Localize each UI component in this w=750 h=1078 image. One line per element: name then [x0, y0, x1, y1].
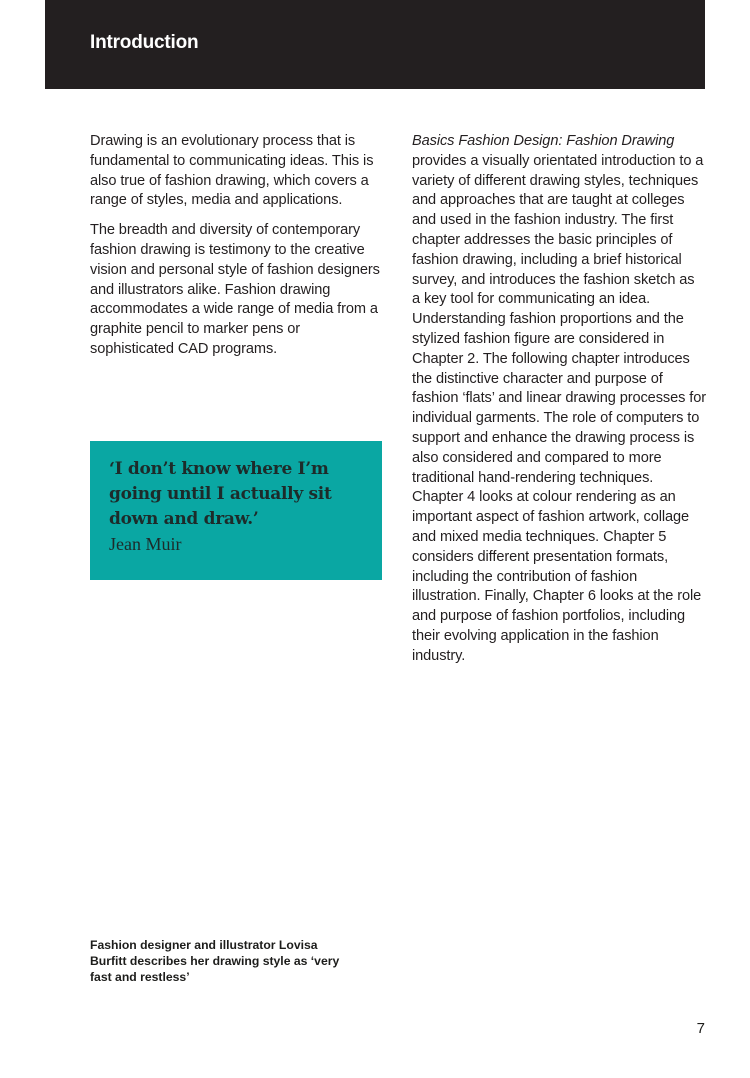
right-column — [412, 132, 706, 677]
pull-quote-box — [90, 441, 382, 580]
page-number: 7 — [696, 1020, 705, 1037]
intro-paragraph-2: The breadth and diversity of contemporary fashion drawing is testimony to the creative vision and personal style of fashion designers and illustrators alike. Fashion drawing accommodates a wide range of media from a graphite pencil to marker pens or sophisticated CAD programs. — [90, 222, 380, 357]
pull-quote-text: ‘I don’t know where I’m going until I actually sit down and draw.’ — [109, 459, 332, 529]
page-title: Introduction — [90, 32, 199, 53]
left-column — [90, 132, 384, 370]
book-overview-text: provides a visually orientated introduction to a variety of different drawing styles, techniques and approaches that are taught at colleges and used in the fashion industry. The first chapter addresses the basic principles of fashion drawing, including a brief historical survey, and introduces the fashion sketch as a key tool for communicating an idea. Understanding fashion proportions and the stylized fashion figure are considered in Chapter 2. The following chapter introduces the distinctive character and purpose of fashion ‘flats’ and linear drawing processes for individual garments. The role of computers to support and enhance the drawing process is also considered and compared to more traditional hand-rendering techniques. Chapter 4 looks at colour rendering as an important aspect of fashion artwork, collage and mixed media techniques. Chapter 5 considers different presentation formats, including the contribution of fashion illustration. Finally, Chapter 6 looks at the role and purpose of fashion portfolios, including their evolving application in the fashion industry. — [412, 152, 706, 664]
book-overview-paragraph — [412, 132, 706, 667]
intro-paragraph-1: Drawing is an evolutionary process that is fundamental to communicating ideas. This is also true of fashion drawing, which covers a range of styles, media and applications. — [90, 133, 374, 209]
image-caption: Fashion designer and illustrator Lovisa Burfitt describes her drawing style as ‘very fast and restless’ — [90, 938, 340, 984]
book-title: Basics Fashion Design: Fashion Drawing — [412, 133, 675, 149]
pull-quote-author: Jean Muir — [109, 534, 182, 554]
header-bar — [45, 0, 705, 89]
